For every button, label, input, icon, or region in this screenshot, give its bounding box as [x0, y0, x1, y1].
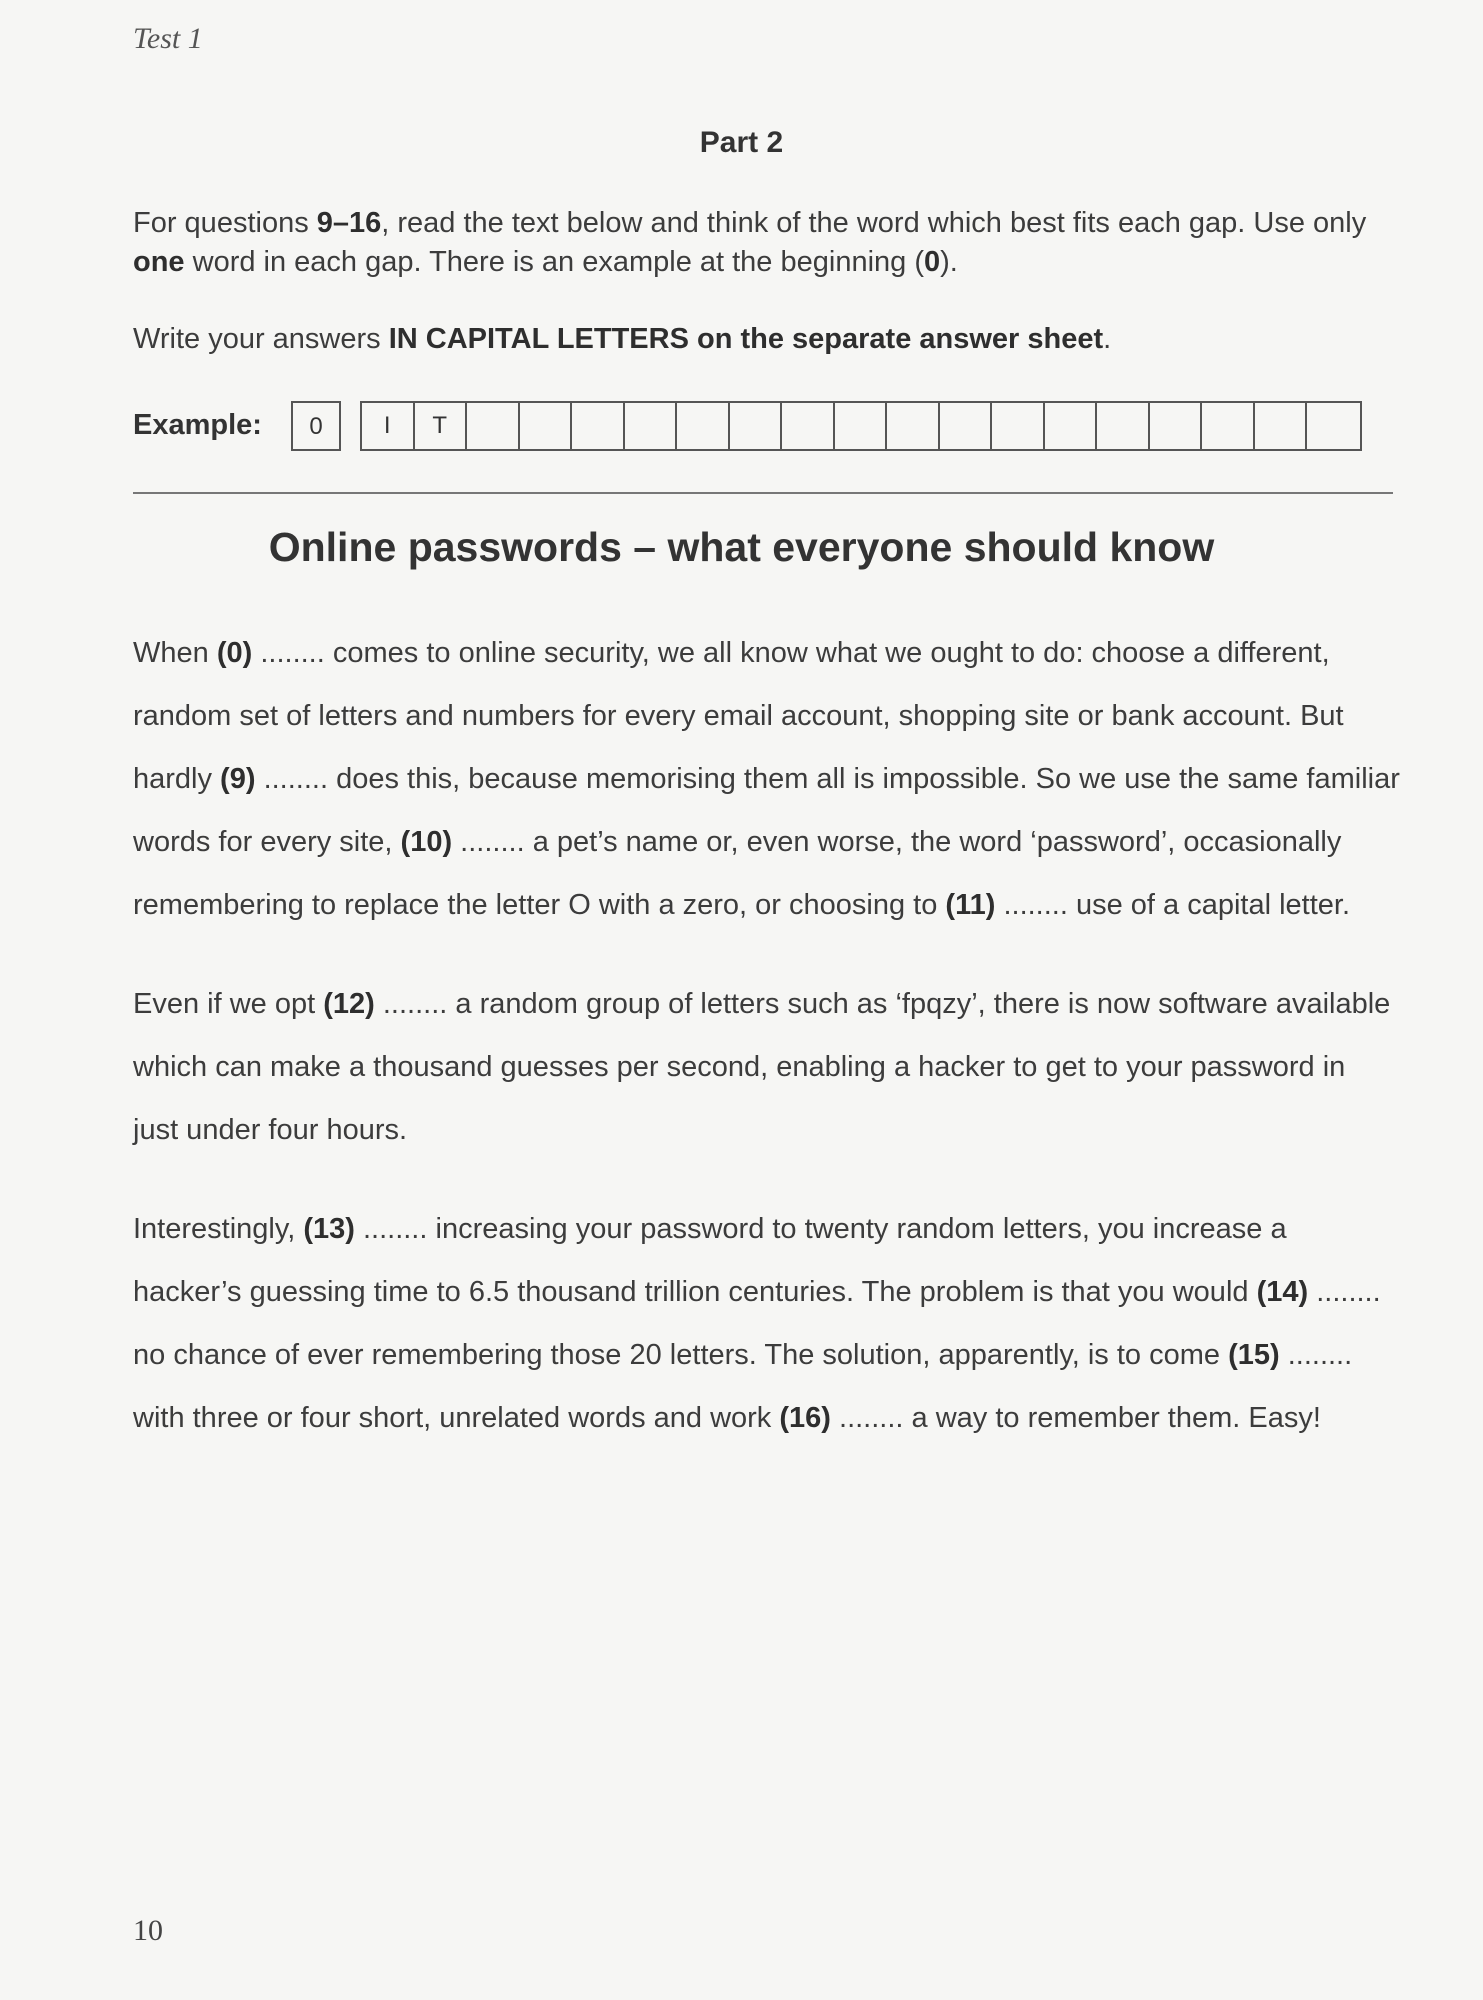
text: comes to online security, we all know what we ought to do: choose a different,	[324, 637, 1330, 669]
gap-dots: ........	[460, 826, 525, 858]
paragraph-1	[133, 622, 1433, 937]
text: remembering to replace the letter O with a zero, or choosing to	[133, 889, 946, 921]
text-line	[133, 1198, 1433, 1261]
instructions	[133, 204, 1433, 282]
gap-dots: ........	[839, 1402, 904, 1434]
text: Even if we opt	[133, 988, 324, 1020]
text: Write your answers	[133, 323, 389, 355]
gap-number: (11)	[945, 889, 996, 921]
answer-cell	[467, 403, 520, 449]
text: does this, because memorising them all is impossible. So we use the same familiar	[328, 763, 1400, 795]
answer-cell	[835, 403, 888, 449]
text-line	[133, 748, 1433, 811]
text: a random group of letters such as ‘fpqzy’, there is now software available	[447, 988, 1391, 1020]
gap-dots: ........	[263, 763, 329, 795]
divider	[133, 492, 1393, 494]
gap-number: (12)	[323, 988, 375, 1020]
text-line	[133, 1036, 1433, 1099]
answer-cell	[940, 403, 993, 449]
gap-number: (15)	[1228, 1339, 1280, 1371]
text-line	[133, 1324, 1433, 1387]
gap-dots: ........	[1316, 1276, 1381, 1308]
text: hardly	[133, 763, 221, 795]
paragraph-3	[133, 1198, 1433, 1450]
text: word in each gap. There is an example at the beginning (	[184, 246, 924, 278]
line-content	[133, 622, 1330, 685]
answer-cell	[1150, 403, 1203, 449]
answer-cell	[1045, 403, 1098, 449]
text: ).	[940, 246, 958, 278]
text-line	[133, 1099, 1433, 1162]
gap-number: (10)	[400, 826, 453, 858]
text-line	[133, 1387, 1433, 1450]
text: Interestingly,	[133, 1213, 304, 1245]
paragraph-2	[133, 973, 1433, 1162]
emphasis: IN CAPITAL LETTERS on the separate answer sheet	[388, 323, 1104, 355]
gap-dots: ........	[362, 1213, 428, 1245]
answer-cell	[730, 403, 783, 449]
text-line	[133, 811, 1433, 874]
text: use of a capital letter.	[1067, 889, 1351, 921]
text: a way to remember them. Easy!	[903, 1402, 1321, 1434]
example-answer-grid	[360, 401, 1362, 451]
emphasis: 0	[924, 246, 941, 278]
text: When	[133, 637, 217, 669]
text-title: Online passwords – what everyone should know	[268, 524, 1215, 570]
page-number: 10	[133, 1914, 163, 1947]
answer-cell	[782, 403, 835, 449]
answer-cell	[1202, 403, 1255, 449]
gap-dots: ........	[1003, 889, 1068, 921]
text-line	[133, 874, 1433, 937]
text: with three or four short, unrelated words and work	[133, 1402, 780, 1434]
answer-cell	[1255, 403, 1308, 449]
text: random set of letters and numbers for every email account, shopping site or bank account. But	[133, 700, 1344, 732]
text: For questions	[133, 207, 317, 239]
text: .	[1103, 323, 1112, 355]
emphasis: one	[133, 246, 185, 278]
answer-cell	[572, 403, 625, 449]
gap-dots: ........	[1287, 1339, 1353, 1371]
text-line	[133, 1261, 1433, 1324]
gap-number: (13)	[303, 1213, 355, 1245]
instructions-line-1	[133, 204, 1433, 243]
answer-instruction	[133, 320, 1433, 359]
answer-cell	[520, 403, 573, 449]
running-head: Test 1	[133, 22, 203, 55]
gap-number: (0)	[216, 637, 253, 669]
question-range: 9–16	[316, 207, 382, 239]
text-line	[133, 685, 1433, 748]
gap-dots: ........	[382, 988, 448, 1020]
answer-cell	[1097, 403, 1150, 449]
answer-cell	[992, 403, 1045, 449]
text: a pet’s name or, even worse, the word ‘password’, occasionally	[524, 826, 1342, 858]
example-number-box: 0	[291, 401, 341, 451]
text: no chance of ever remembering those 20 letters. The solution, apparently, is to come	[133, 1339, 1229, 1371]
text-line	[133, 622, 1433, 685]
text: increasing your password to twenty random letters, you increase a	[427, 1213, 1287, 1245]
example-label: Example:	[133, 409, 262, 441]
gap-number: (16)	[779, 1402, 831, 1434]
text: , read the text below and think of the word which best fits each gap. Use only	[381, 207, 1367, 239]
answer-cell	[625, 403, 678, 449]
text: hacker’s guessing time to 6.5 thousand trillion centuries. The problem is that you would	[133, 1276, 1257, 1308]
text: which can make a thousand guesses per second, enabling a hacker to get to your password in	[133, 1051, 1346, 1083]
answer-cell	[677, 403, 730, 449]
part-title: Part 2	[699, 126, 784, 159]
answer-cell: I	[362, 403, 415, 449]
answer-cell: T	[415, 403, 468, 449]
gap-number: (9)	[220, 763, 256, 795]
answer-cell	[1307, 403, 1360, 449]
text: words for every site,	[133, 826, 401, 858]
text-line	[133, 973, 1433, 1036]
answer-cell	[887, 403, 940, 449]
text: just under four hours.	[133, 1114, 408, 1146]
gap-number: (14)	[1256, 1276, 1309, 1308]
gap-dots: ........	[260, 637, 325, 669]
instructions-line-2	[133, 243, 1433, 282]
